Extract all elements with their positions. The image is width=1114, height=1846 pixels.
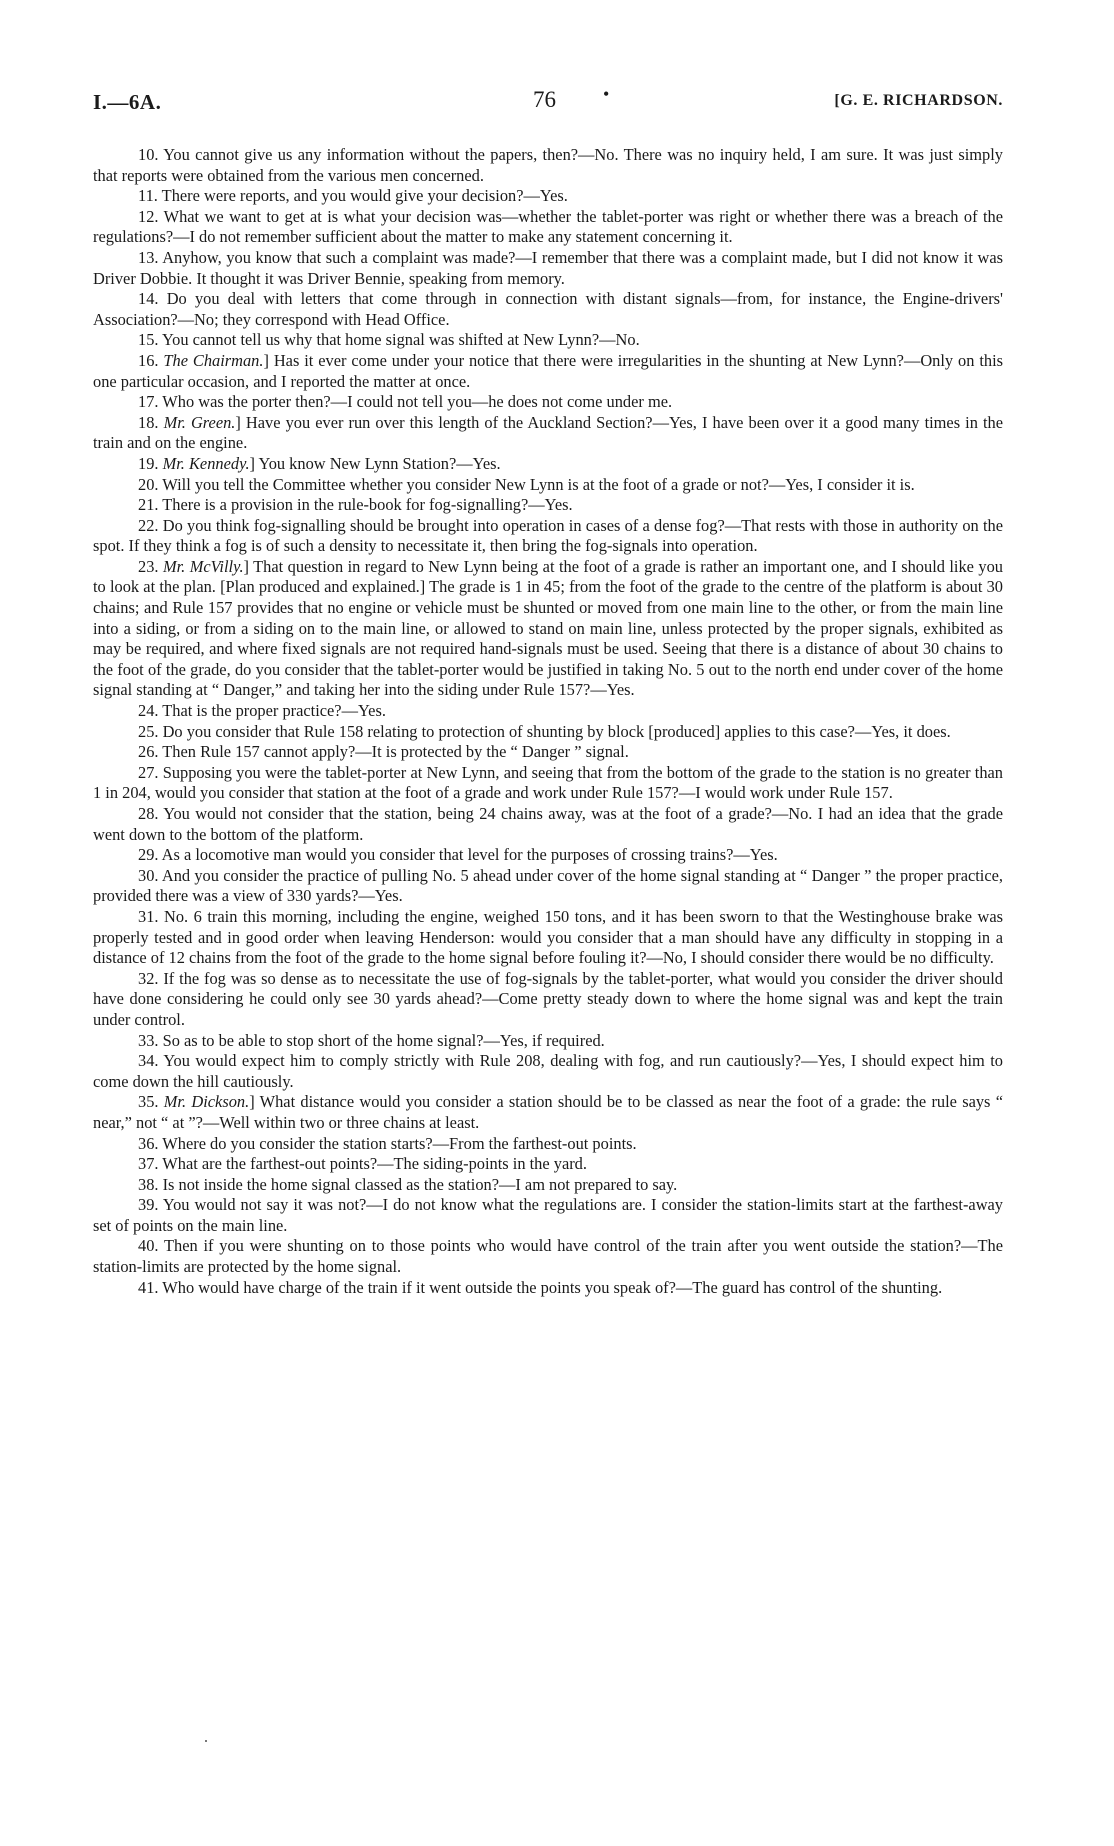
- paragraph-text: 28. You would not consider that the station, being 24 chains away, was at the foot of a grade?—No. I had an idea that the grade went down to the bottom of the platform.: [93, 804, 1003, 844]
- paragraph-text: 36. Where do you consider the station starts?—From the farthest-out points.: [138, 1133, 637, 1153]
- speaker-name: The Chairman.: [163, 350, 264, 370]
- transcript-paragraph: [93, 495, 1003, 516]
- paragraph-text: 37. What are the farthest-out points?—The siding-points in the yard.: [138, 1154, 587, 1174]
- question-number: 18.: [138, 412, 164, 432]
- speaker-name: Mr. Kennedy.: [162, 453, 250, 473]
- paragraph-text: ] You know New Lynn Station?—Yes.: [249, 453, 501, 473]
- paragraph-text: 26. Then Rule 157 cannot apply?—It is protected by the “ Danger ” signal.: [138, 742, 629, 762]
- paragraph-text: 14. Do you deal with letters that come through in connection with distant signals—from, for instance, the Engine-drivers' Association?—No; they correspond with Head Office.: [93, 289, 1003, 329]
- transcript-paragraph: [93, 1092, 1003, 1133]
- paragraph-text: 41. Who would have charge of the train if it went outside the points you speak of?—The guard has control of the shunting.: [138, 1277, 943, 1297]
- document-reference: I.—6A.: [93, 90, 162, 114]
- transcript-paragraph: [93, 722, 1003, 743]
- paragraph-text: ] Has it ever come under your notice that there were irregularities in the shunting at New Lynn?—Only on this one particular occasion, and I reported the matter at once.: [93, 350, 1004, 391]
- transcript-paragraph: [93, 475, 1003, 496]
- transcript-paragraph: [93, 742, 1003, 763]
- transcript-paragraph: [93, 248, 1003, 289]
- transcript-paragraph: [93, 413, 1003, 454]
- speaker-name: Mr. Dickson.: [163, 1092, 250, 1112]
- paragraph-text: 39. You would not say it was not?—I do not know what the regulations are. I consider the station-limits start at the farthest-away set of points on the main line.: [93, 1195, 1003, 1235]
- transcript-paragraph: [93, 207, 1003, 248]
- transcript-paragraph: [93, 763, 1003, 804]
- transcript-paragraph: [93, 557, 1003, 701]
- witness-name: [G. E. RICHARDSON.: [834, 92, 1003, 109]
- stray-dot: [205, 1740, 207, 1742]
- paragraph-text: ] What distance would you consider a station should be to be classed as near the foot of a grade: the rule says “ near,” not “ at ”?—Well within two or three chains at least.: [93, 1092, 1003, 1132]
- stray-mark: •: [603, 84, 610, 104]
- paragraph-text: 24. That is the proper practice?—Yes.: [138, 701, 386, 721]
- paragraph-text: 30. And you consider the practice of pulling No. 5 ahead under cover of the home signal standing at “ Danger ” the proper practice, provided there was a view of 330 yards?—Yes.: [93, 865, 1003, 906]
- paragraph-text: 21. There is a provision in the rule-book for fog-signalling?—Yes.: [138, 495, 573, 515]
- transcript-paragraph: [93, 516, 1003, 557]
- question-number: 35.: [138, 1092, 164, 1112]
- transcript-paragraph: [93, 845, 1003, 866]
- question-number: 19.: [138, 453, 163, 473]
- transcript-paragraph: [93, 1195, 1003, 1236]
- transcript-paragraph: [93, 454, 1003, 475]
- paragraph-text: 27. Supposing you were the tablet-porter at New Lynn, and seeing that from the bottom of the grade to the station is no greater than 1 in 204, would you consider that station at the foot of a grade and work under Rule 157?—I would work under Rule 157.: [93, 762, 1003, 803]
- paragraph-text: 10. You cannot give us any information without the papers, then?—No. There was no inquiry held, I am sure. It was just simply that reports were obtained from the various men concerned.: [93, 145, 1003, 185]
- question-number: 23.: [138, 556, 163, 576]
- paragraph-text: 12. What we want to get at is what your decision was—whether the tablet-porter was right or whether there was a breach of the regulations?—I do not remember sufficient about the matter to make any statement concerning it.: [93, 206, 1003, 247]
- paragraph-text: 13. Anyhow, you know that such a complaint was made?—I remember that there was a complaint made, but I did not know it was Driver Dobbie. It thought it was Driver Bennie, speaking from memory.: [93, 247, 1003, 288]
- paragraph-text: ] Have you ever run over this length of the Auckland Section?—Yes, I have been over it a good many times in the train and on the engine.: [93, 412, 1004, 453]
- paragraph-text: 33. So as to be able to stop short of the home signal?—Yes, if required.: [138, 1030, 605, 1050]
- paragraph-text: 25. Do you consider that Rule 158 relating to protection of shunting by block [produced] applies to this case?—Yes, it does.: [138, 721, 951, 741]
- speaker-name: Mr. Green.: [163, 412, 236, 432]
- transcript-paragraph: [93, 1031, 1003, 1052]
- transcript-paragraph: [93, 804, 1003, 845]
- paragraph-text: 15. You cannot tell us why that home signal was shifted at New Lynn?—No.: [138, 330, 640, 350]
- page-header: [93, 84, 1003, 120]
- paragraph-text: 40. Then if you were shunting on to those points who would have control of the train after you went outside the station?—The station-limits are protected by the home signal.: [93, 1236, 1003, 1277]
- transcript-paragraph: [93, 866, 1003, 907]
- transcript-paragraph: [93, 701, 1003, 722]
- transcript-paragraph: [93, 1051, 1003, 1092]
- paragraph-text: 22. Do you think fog-signalling should be brought into operation in cases of a dense fog?—That rests with those in authority on the spot. If they think a fog is of such a density to necessitate it, then bring the fog-signals into operation.: [93, 515, 1003, 556]
- paragraph-text: 20. Will you tell the Committee whether you consider New Lynn is at the foot of a grade or not?—Yes, I consider it is.: [138, 474, 915, 494]
- transcript-paragraph: [93, 1278, 1003, 1299]
- transcript-paragraph: [93, 1175, 1003, 1196]
- transcript-paragraph: [93, 1154, 1003, 1175]
- transcript-paragraph: [93, 145, 1003, 186]
- page-number: 76: [533, 87, 556, 112]
- paragraph-text: 29. As a locomotive man would you consider that level for the purposes of crossing trains?—Yes.: [138, 845, 778, 865]
- transcript-body: [93, 145, 1003, 1298]
- paragraph-text: 31. No. 6 train this morning, including the engine, weighed 150 tons, and it has been sworn to that the Westinghouse brake was properly tested and in good order when leaving Henderson: would you consider that a man should have any difficulty in stopping in a distance of 12 chains from the foot of the grade to the home signal before fouling it?—No, I should consider there would be no difficulty.: [93, 906, 1003, 968]
- transcript-paragraph: [93, 330, 1003, 351]
- paragraph-text: 38. Is not inside the home signal classed as the station?—I am not prepared to say.: [138, 1174, 678, 1194]
- transcript-paragraph: [93, 351, 1003, 392]
- transcript-paragraph: [93, 969, 1003, 1031]
- paragraph-text: 17. Who was the porter then?—I could not tell you—he does not come under me.: [138, 392, 673, 412]
- transcript-paragraph: [93, 1236, 1003, 1277]
- transcript-paragraph: [93, 186, 1003, 207]
- paragraph-text: ] That question in regard to New Lynn being at the foot of a grade is rather an important one, and I should like you to look at the plan. [Plan produced and explained.] The grade is 1 in 45; from the foot of the grade to the centre of the platform is about 30 chains; and Rule 157 provides that no engine or vehicle must be shunted or moved from one main line to the other, or from the main line into a siding, or from a siding on to the main line, or allowed to stand on main line, unless protected by the proper signals, exhibited as may be required, and where fixed signals are not required hand-signals must be used. Seeing that there is a distance of about 30 chains to the foot of the grade, do you consider that the tablet-porter would be justified in taking No. 5 out to the north end under cover of the home signal standing at “ Danger,” and taking her into the siding under Rule 157?—Yes.: [93, 556, 1003, 700]
- question-number: 16.: [138, 350, 164, 370]
- paragraph-text: 34. You would expect him to comply strictly with Rule 208, dealing with fog, and run cautiously?—Yes, I should expect him to come down the hill cautiously.: [93, 1051, 1003, 1091]
- transcript-paragraph: [93, 907, 1003, 969]
- paragraph-text: 32. If the fog was so dense as to necessitate the use of fog-signals by the tablet-porter, what would you consider the driver should have done considering he could only see 30 yards ahead?—Come pretty steady down to where the home signal was and kept the train under control.: [93, 968, 1003, 1029]
- paragraph-text: 11. There were reports, and you would give your decision?—Yes.: [138, 186, 568, 206]
- transcript-paragraph: [93, 1134, 1003, 1155]
- speaker-name: Mr. McVilly.: [162, 556, 244, 576]
- transcript-paragraph: [93, 392, 1003, 413]
- transcript-paragraph: [93, 289, 1003, 330]
